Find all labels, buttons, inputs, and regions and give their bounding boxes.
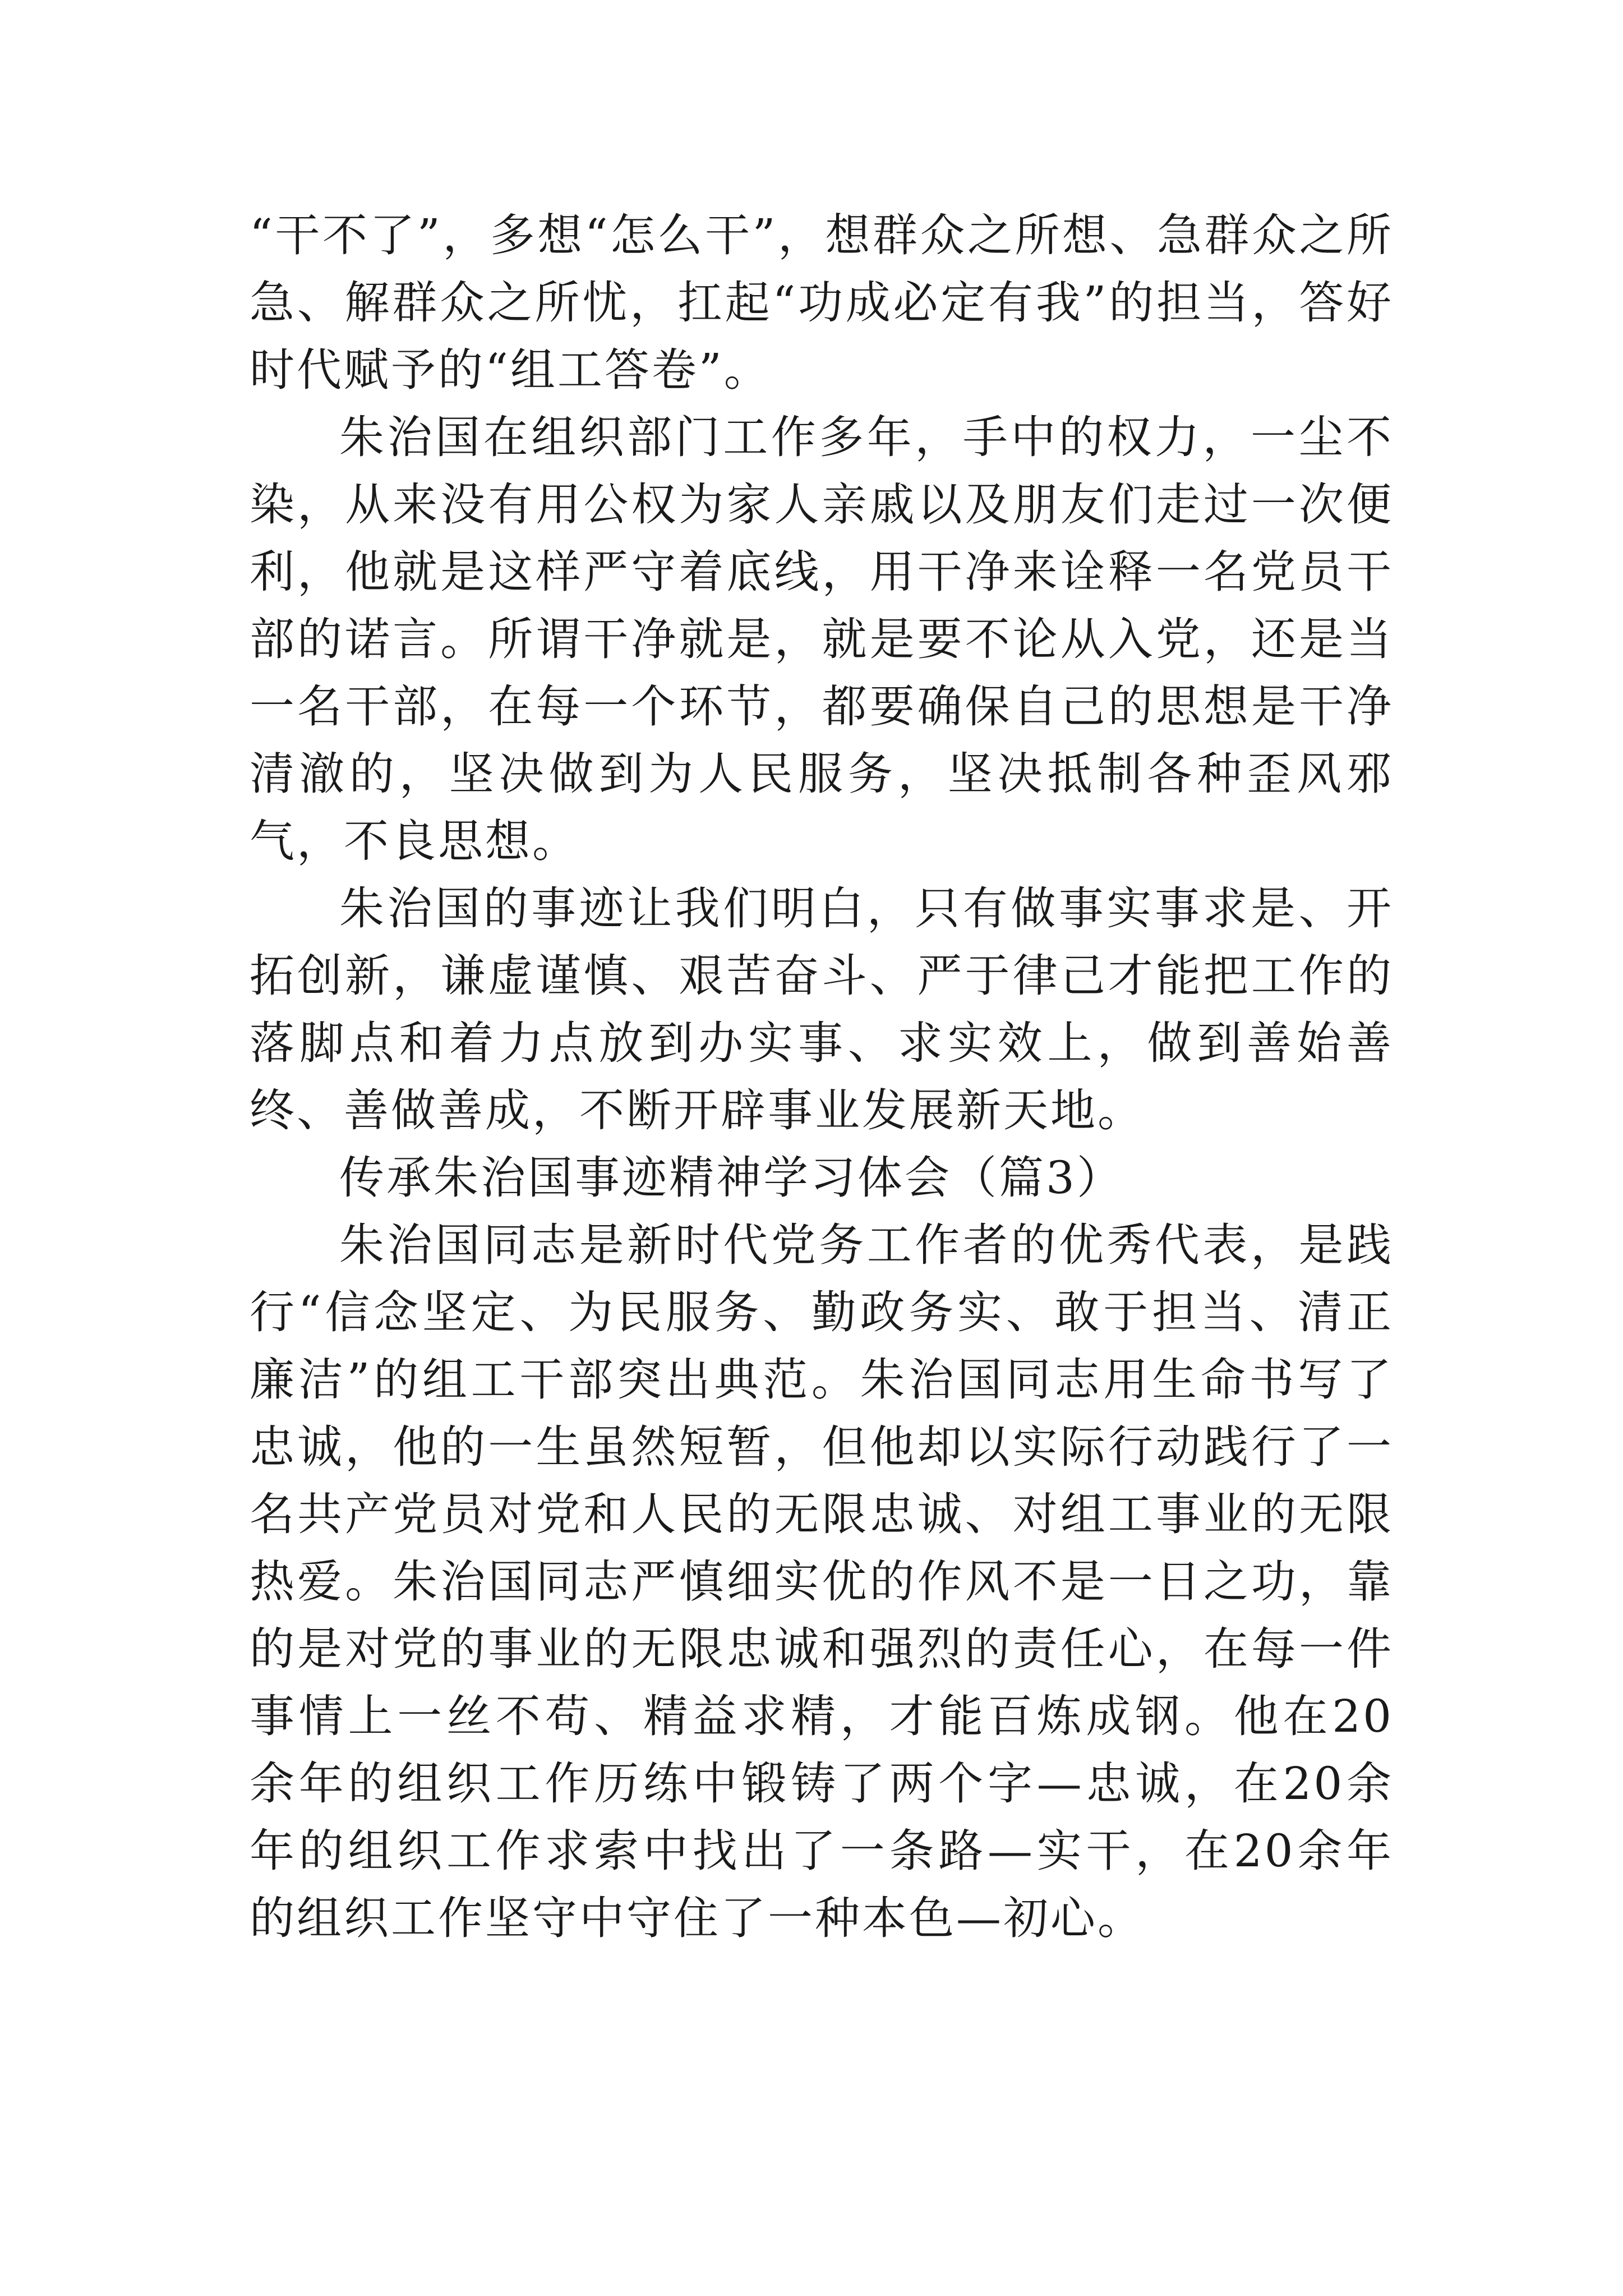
section-heading: 传承朱治国事迹精神学习体会（篇3） xyxy=(339,1152,1124,1204)
paragraph-loyalty: 朱治国同志是新时代党务工作者的优秀代表，是践行“信念坚定、为民服务、勤政务实、敢于担当、清正廉洁”的组工干部突出典范。朱治国同志用生命书写了忠诚，他的一生虽然短暂，但他却以实际行动践行了一名共产党员对党和人民的无限忠诚、对组工事业的无限热爱。朱治国同志严慎细实优的作风不是一日之功，靠的是对党的事业的无限忠诚和强烈的责任心，在每一件事情上一丝不苟、精益求精，才能百炼成钢。他在20余年的组织工作历练中锻铸了两个字—忠诚，在20余年的组织工作求索中找出了一条路—实干，在20余年的组织工作坚守中守住了一种本色—初心。 xyxy=(250,1219,1394,1944)
paragraph-lesson: 朱治国的事迹让我们明白，只有做事实事求是、开拓创新，谦虚谨慎、艰苦奋斗、严于律己才能把工作的落脚点和着力点放到办实事、求实效上，做到善始善终、善做善成，不断开辟事业发展新天地。 xyxy=(250,882,1394,1137)
paragraph-integrity: 朱治国在组织部门工作多年，手中的权力，一尘不染，从来没有用公权为家人亲戚以及朋友们走过一次便利，他就是这样严守着底线，用干净来诠释一名党员干部的诺言。所谓干净就是，就是要不论从入党，还是当一名干部，在每一个环节，都要确保自己的思想是干净清澈的，坚决做到为人民服务，坚决抵制各种歪风邪气，不良思想。 xyxy=(250,411,1394,867)
document-body xyxy=(250,202,1394,1952)
paragraph-continuation: “干不了”，多想“怎么干”，想群众之所想、急群众之所急、解群众之所忧，扛起“功成必定有我”的担当，答好时代赋予的“组工答卷”。 xyxy=(250,209,1394,396)
